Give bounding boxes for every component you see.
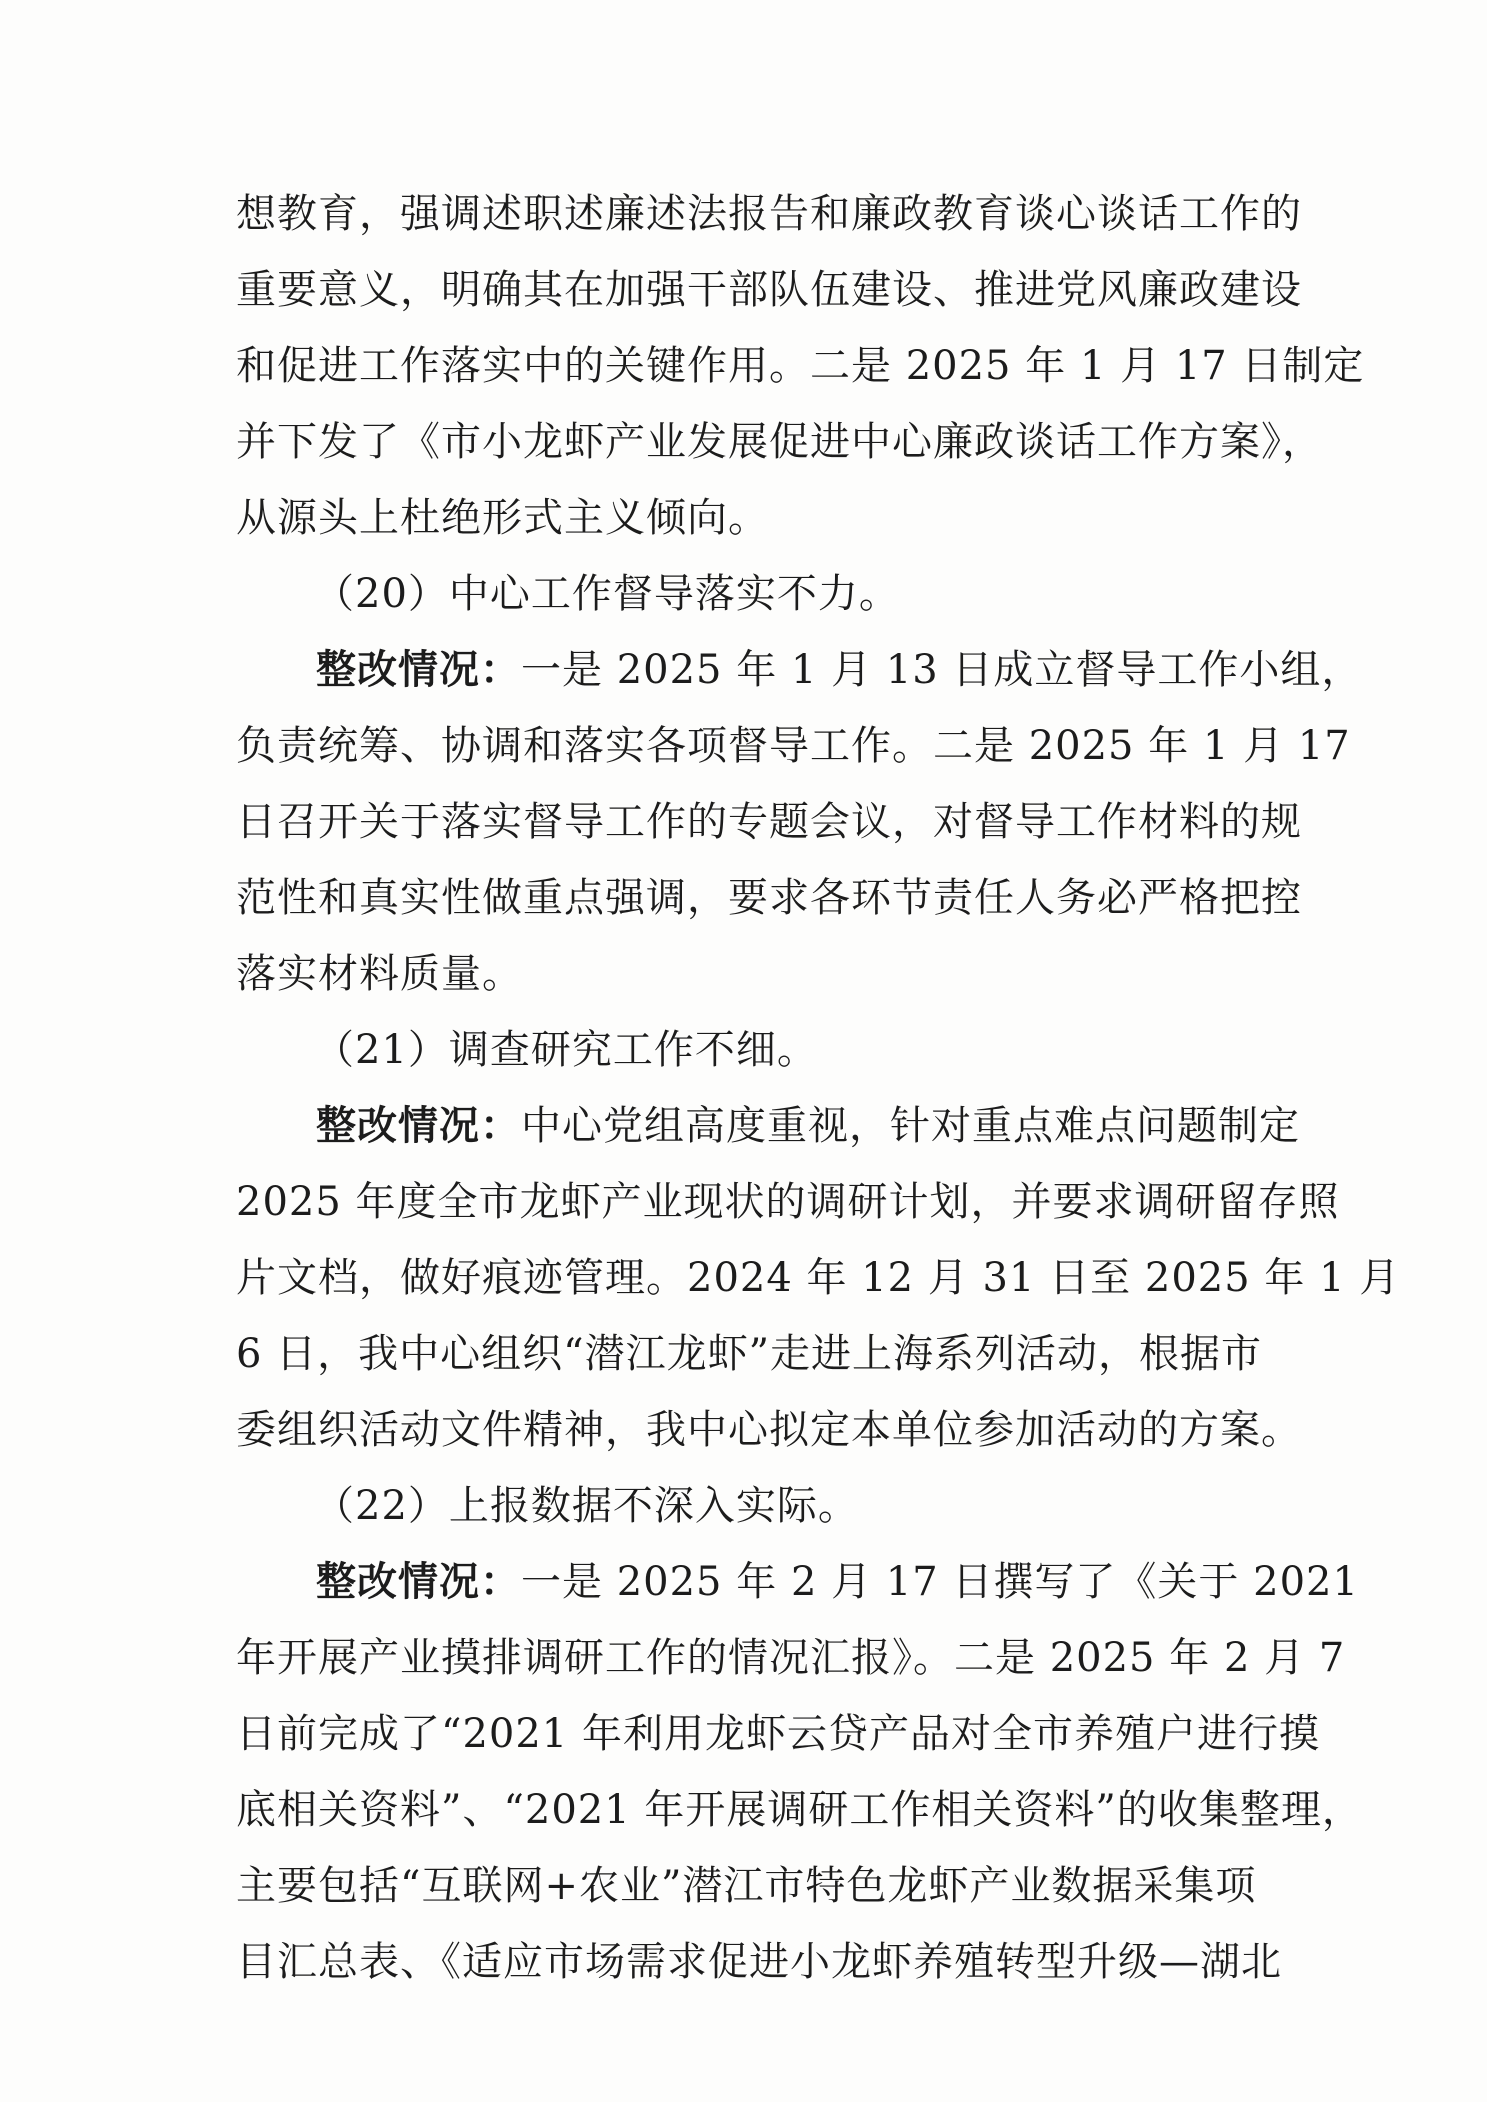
- section-heading-20: （20）中心工作督导落实不力。: [314, 571, 900, 617]
- text-line: 想教育，强调述职述廉述法报告和廉政教育谈心谈话工作的: [236, 191, 1302, 237]
- text-line: 日召开关于落实督导工作的专题会议，对督导工作材料的规: [236, 799, 1302, 845]
- rectification-label: 整改情况：: [316, 1102, 521, 1149]
- rectification-label: 整改情况：: [316, 1558, 521, 1605]
- text-segment: 一是 2025 年 1 月 13 日成立督导工作小组，: [521, 647, 1363, 693]
- text-line: 2025 年度全市龙虾产业现状的调研计划，并要求调研留存照: [236, 1179, 1340, 1225]
- rectification-paragraph-21: [316, 1102, 1300, 1150]
- text-line: 年开展产业摸排调研工作的情况汇报》。二是 2025 年 2 月 7: [236, 1635, 1346, 1681]
- text-line: 落实材料质量。: [236, 951, 523, 997]
- text-line: 日前完成了“2021 年利用龙虾云贷产品对全市养殖户进行摸: [236, 1711, 1320, 1757]
- text-line: 主要包括“互联网+农业”潜江市特色龙虾产业数据采集项: [236, 1863, 1257, 1909]
- text-segment: 一是 2025 年 2 月 17 日撰写了《关于 2021: [521, 1559, 1359, 1605]
- section-heading-21: （21）调查研究工作不细。: [314, 1027, 818, 1073]
- text-line: 并下发了《市小龙虾产业发展促进中心廉政谈话工作方案》，: [236, 419, 1323, 465]
- rectification-paragraph-22: [316, 1558, 1359, 1606]
- text-segment: 中心党组高度重视，针对重点难点问题制定: [521, 1103, 1300, 1149]
- text-line: 底相关资料”、“2021 年开展调研工作相关资料”的收集整理，: [236, 1787, 1363, 1833]
- text-line: 负责统筹、协调和落实各项督导工作。二是 2025 年 1 月 17: [236, 723, 1351, 769]
- text-line: 委组织活动文件精神，我中心拟定本单位参加活动的方案。: [236, 1407, 1302, 1453]
- rectification-label: 整改情况：: [316, 646, 521, 693]
- text-line: 片文档，做好痕迹管理。2024 年 12 月 31 日至 2025 年 1 月: [236, 1255, 1401, 1301]
- rectification-paragraph-20: [316, 646, 1362, 694]
- text-line: 6 日，我中心组织“潜江龙虾”走进上海系列活动，根据市: [236, 1331, 1263, 1377]
- text-line: 目汇总表、《适应市场需求促进小龙虾养殖转型升级—湖北: [236, 1939, 1282, 1985]
- text-line: 范性和真实性做重点强调，要求各环节责任人务必严格把控: [236, 875, 1302, 921]
- text-line: 从源头上杜绝形式主义倾向。: [236, 495, 769, 541]
- section-heading-22: （22）上报数据不深入实际。: [314, 1483, 859, 1529]
- text-line: 和促进工作落实中的关键作用。二是 2025 年 1 月 17 日制定: [236, 343, 1365, 389]
- text-line: 重要意义，明确其在加强干部队伍建设、推进党风廉政建设: [236, 267, 1302, 313]
